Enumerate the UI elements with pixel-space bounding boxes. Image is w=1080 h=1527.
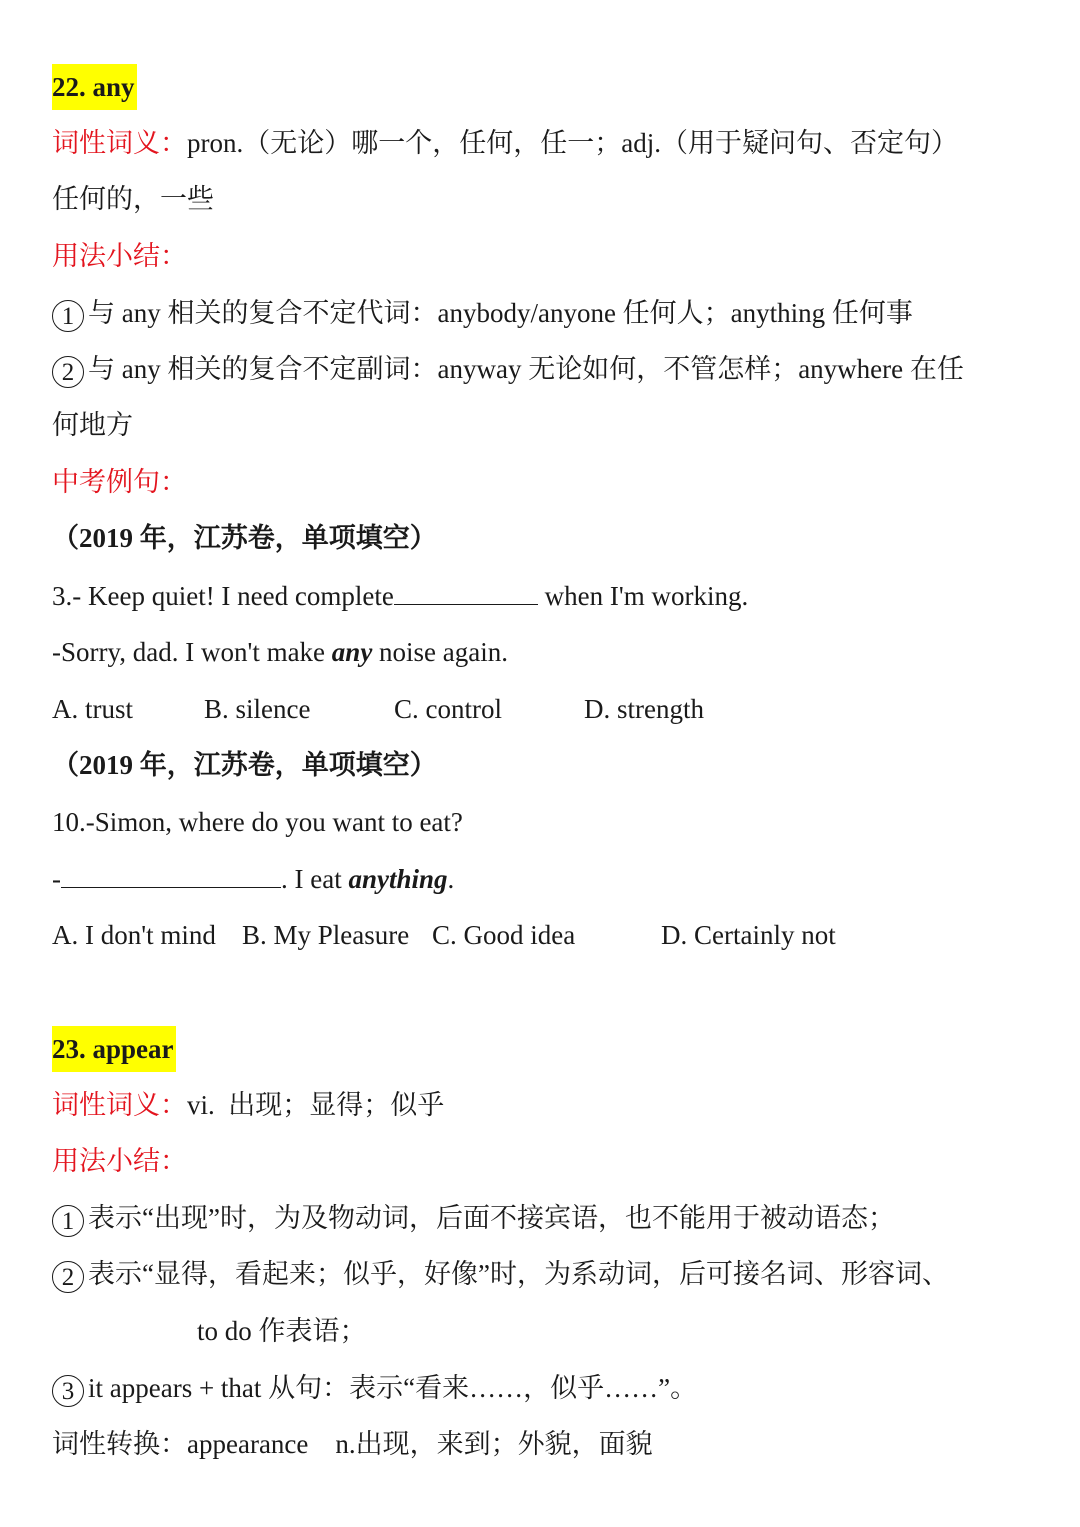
answer-blank <box>61 865 281 888</box>
definition-text: vi. 出现；显得；似乎 <box>187 1090 445 1120</box>
section-label: 用法小结： <box>52 1146 187 1176</box>
circled-number: 2 <box>52 356 84 388</box>
section-label: 词性转换： <box>52 1429 187 1459</box>
part-of-speech-line <box>52 126 958 160</box>
definition-text: pron.（无论）哪一个，任何，任一；adj.（用于疑问句、否定句） <box>187 128 958 158</box>
usage-item-2 <box>52 352 964 388</box>
question-text: 3.- Keep quiet! I need complete <box>52 581 394 611</box>
section-label: 词性词义： <box>52 1090 187 1120</box>
question-text: when I'm working. <box>537 581 749 611</box>
usage-text: 与 any 相关的复合不定代词：anybody/anyone 任何人；anything 任何事 <box>88 298 913 328</box>
question-text: noise again. <box>372 637 509 667</box>
word-conversion-line <box>52 1427 653 1461</box>
entry-title: 23. appear <box>52 1026 176 1072</box>
option-b: B. silence <box>204 694 311 724</box>
entry-title: 22. any <box>52 64 137 110</box>
section-label: 词性词义： <box>52 128 187 158</box>
emphasized-word: anything <box>348 864 448 894</box>
question-source: （2019 年，江苏卷，单项填空） <box>52 750 437 780</box>
question-source: （2019 年，江苏卷，单项填空） <box>52 523 437 553</box>
question-text: -Sorry, dad. I won't make <box>52 637 332 667</box>
option-a: A. I don't mind <box>52 920 216 950</box>
option-d: D. Certainly not <box>661 920 836 950</box>
question-10-line-1: 10.-Simon, where do you want to eat? <box>52 807 463 837</box>
usage-item-3 <box>52 1371 697 1407</box>
usage-item-1 <box>52 296 913 332</box>
circled-number: 2 <box>52 1261 84 1293</box>
entry-heading-appear <box>52 1032 176 1066</box>
usage-item-1 <box>52 1201 895 1237</box>
option-c: C. control <box>394 694 502 724</box>
part-of-speech-line <box>52 1088 444 1122</box>
usage-continuation: to do 作表语； <box>197 1316 367 1346</box>
circled-number: 3 <box>52 1375 84 1407</box>
usage-continuation: 何地方 <box>52 410 133 440</box>
usage-text: 表示“显得，看起来；似乎，好像”时，为系动词，后可接名词、形容词、 <box>88 1259 949 1289</box>
question-text: . <box>447 864 455 894</box>
option-d: D. strength <box>584 694 704 724</box>
usage-text: 表示“出现”时，为及物动词，后面不接宾语，也不能用于被动语态； <box>88 1203 895 1233</box>
circled-number: 1 <box>52 300 84 332</box>
definition-continuation: 任何的，一些 <box>52 184 214 214</box>
conversion-text: appearance n.出现，来到；外貌，面貌 <box>187 1429 653 1459</box>
option-a: A. trust <box>52 694 133 724</box>
answer-blank <box>394 582 538 605</box>
circled-number: 1 <box>52 1205 84 1237</box>
question-text: - <box>52 864 61 894</box>
question-text: . I eat <box>281 864 349 894</box>
section-label: 中考例句： <box>52 467 187 497</box>
usage-text: 与 any 相关的复合不定副词：anyway 无论如何，不管怎样；anywhere 在任 <box>88 354 964 384</box>
option-c: C. Good idea <box>432 920 576 950</box>
usage-text: it appears + that 从句：表示“看来……，似乎……”。 <box>88 1373 698 1403</box>
question-3-line-1 <box>52 579 748 613</box>
entry-heading-any <box>52 70 137 104</box>
emphasized-word: any <box>331 637 373 667</box>
question-10-line-2 <box>52 862 454 896</box>
usage-item-2 <box>52 1257 949 1293</box>
option-b: B. My Pleasure <box>242 920 410 950</box>
section-label: 用法小结： <box>52 241 187 271</box>
question-3-line-2 <box>52 635 508 669</box>
